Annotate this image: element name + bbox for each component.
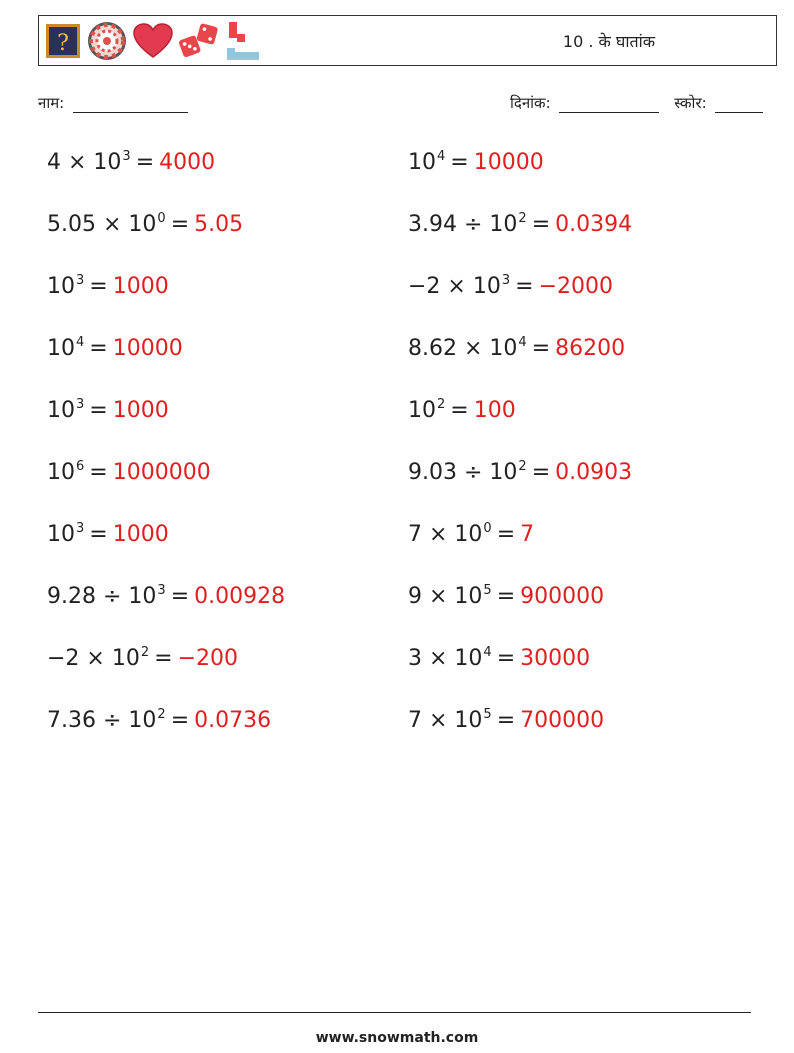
problem-item [408,273,613,299]
problem-answer: 1000 [112,274,169,299]
problem-item [47,707,272,733]
problem-item [408,521,535,547]
problem-base: 10 [47,336,75,361]
problem-exponent: 3 [76,521,85,536]
problem-base: 8.62 × 10 [408,336,518,361]
problem-item [408,459,633,485]
problem-base: 10 [47,522,75,547]
blocks-icon [225,20,261,62]
problem-answer: 30000 [520,646,591,671]
problem-equals: = [496,584,516,609]
problem-answer: 10000 [473,150,544,175]
problem-equals: = [89,274,108,299]
problem-item [408,149,544,175]
problem-item [47,149,216,175]
problem-equals: = [496,522,516,547]
dartboard-icon [87,21,127,61]
problem-item [408,707,605,733]
problem-answer: 1000 [112,522,169,547]
question-card-icon [45,23,81,59]
problem-answer: 900000 [520,584,605,609]
footer-url: www.snowmath.com [315,1030,479,1046]
problem-base: 7 × 10 [408,522,483,547]
name-blank [73,112,188,113]
problem-equals: = [89,460,108,485]
problem-equals: = [135,150,155,175]
problem-exponent: 0 [483,521,492,536]
problem-answer: 0.0903 [555,460,633,485]
problem-answer: 5.05 [194,212,244,237]
problem-item [408,211,633,237]
problem-base: 3 × 10 [408,646,483,671]
problem-exponent: 5 [483,583,492,598]
problem-answer: 7 [520,522,535,547]
problem-answer: 0.0736 [194,708,272,733]
problem-base: 9.03 ÷ 10 [408,460,518,485]
problem-base: 9.28 ÷ 10 [47,584,157,609]
problem-exponent: 3 [501,273,511,288]
problem-exponent: 4 [483,645,492,660]
problem-exponent: 0 [157,211,166,226]
problem-base: 10 [47,274,75,299]
problem-item [47,397,169,423]
score-blank [715,112,763,113]
problem-answer: 700000 [520,708,605,733]
problem-answer: 4000 [159,150,216,175]
problem-base: 10 [408,150,436,175]
problem-base: 7.36 ÷ 10 [47,708,157,733]
problem-base: 7 × 10 [408,708,483,733]
problem-answer: 1000 [112,398,169,423]
problem-exponent: 4 [518,335,527,350]
problem-item [47,273,169,299]
header-box [38,15,777,66]
problem-item [47,459,211,485]
problem-answer: 100 [473,398,516,423]
problem-item [408,583,605,609]
problem-equals: = [170,584,190,609]
date-score-field [510,93,763,113]
problem-equals: = [450,150,469,175]
problem-equals: = [496,708,516,733]
header-icons [45,19,261,63]
problem-exponent: 3 [157,583,166,598]
worksheet-title: 10 . के घातांक [562,32,656,51]
problem-equals: = [89,336,108,361]
problem-equals: = [496,646,516,671]
problem-item [408,335,626,361]
problem-exponent: 4 [437,149,446,164]
problem-item [408,397,516,423]
problem-exponent: 2 [157,707,166,722]
problem-equals: = [531,336,551,361]
problem-item [47,521,169,547]
problem-exponent: 2 [518,459,527,474]
problem-equals: = [170,212,190,237]
problem-equals: = [170,708,190,733]
problem-item [47,335,183,361]
problem-answer: 1000000 [112,460,211,485]
problem-base: 5.05 × 10 [47,212,157,237]
problem-item [47,583,286,609]
problem-base: 10 [47,398,75,423]
problem-exponent: 3 [76,397,85,412]
problem-exponent: 4 [76,335,85,350]
problem-answer: 0.00928 [194,584,286,609]
problem-base: 10 [47,460,75,485]
problem-base: −2 × 10 [408,274,501,299]
problem-exponent: 2 [518,211,527,226]
problem-item [47,211,244,237]
problem-exponent: 2 [140,645,150,660]
name-field [38,93,188,113]
problem-equals: = [154,646,173,671]
problem-answer: −2000 [538,274,613,299]
problem-answer: 86200 [555,336,626,361]
problem-equals: = [450,398,469,423]
problem-exponent: 3 [122,149,131,164]
problem-item [47,645,239,671]
problem-exponent: 5 [483,707,492,722]
problem-equals: = [531,212,551,237]
problem-equals: = [89,398,108,423]
problem-base: −2 × 10 [47,646,140,671]
score-label: स्कोर: [674,94,707,112]
problem-equals: = [531,460,551,485]
date-label: दिनांक: [510,94,551,112]
problem-equals: = [515,274,534,299]
problem-answer: 0.0394 [555,212,633,237]
svg-text:?: ? [57,31,69,56]
footer-divider [38,1012,751,1013]
dice-icon [179,21,219,61]
problem-base: 9 × 10 [408,584,483,609]
problem-exponent: 3 [76,273,85,288]
heart-icon [133,23,173,59]
problem-item [408,645,591,671]
problem-exponent: 6 [76,459,85,474]
name-label: नाम: [38,94,65,112]
date-blank [559,112,659,113]
problem-answer: −200 [177,646,239,671]
problem-base: 4 × 10 [47,150,122,175]
problem-answer: 10000 [112,336,183,361]
problem-base: 3.94 ÷ 10 [408,212,518,237]
problem-equals: = [89,522,108,547]
problem-base: 10 [408,398,436,423]
problem-exponent: 2 [437,397,446,412]
